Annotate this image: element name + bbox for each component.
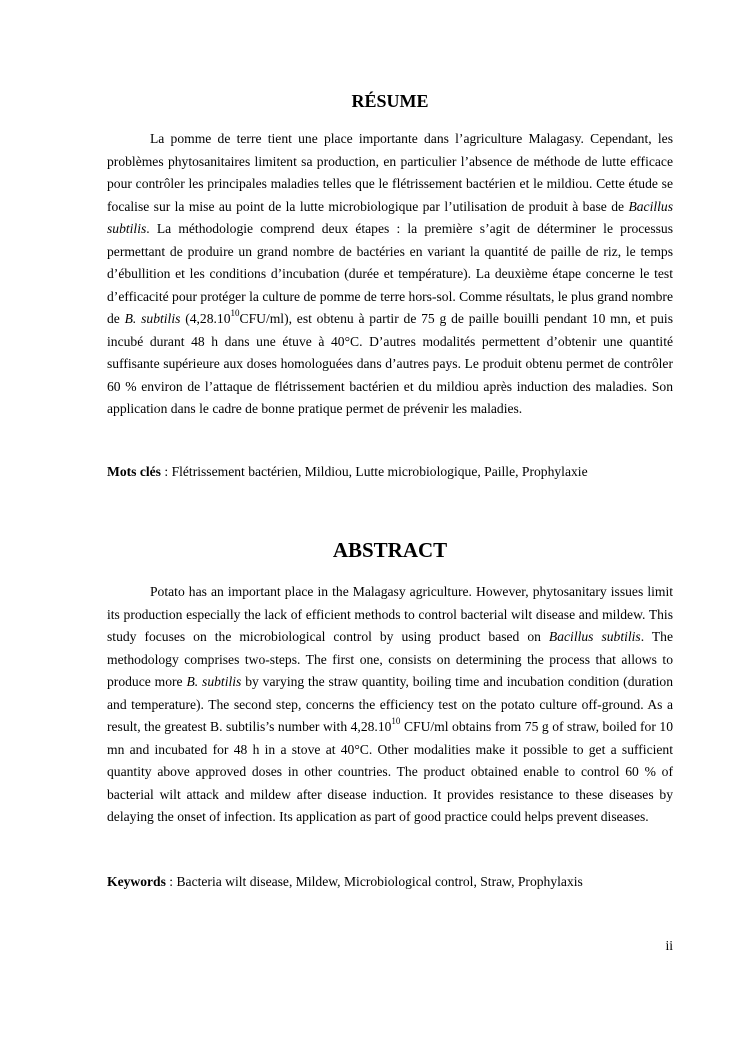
abstract-keywords-value: Bacteria wilt disease, Mildew, Microbiological control, Straw, Prophylaxis — [176, 874, 583, 889]
abstract-section — [107, 581, 673, 829]
abstract-keywords — [107, 871, 673, 894]
resume-keywords-value: Flétrissement bactérien, Mildiou, Lutte microbiologique, Paille, Prophylaxie — [171, 464, 588, 479]
abstract-text-4: CFU/ml obtains from 75 g of straw, boiled for 10 mn and incubated for 48 h in a stove at 40°C. Other modalities make it possible to get a sufficient quantity above approved doses in other countries. The product obtained enable to control 60 % of bacterial wilt attack and mildew after disease induction. It provides resistance to these diseases by delaying the onset of infection. Its application as part of good practice could helps prevent diseases. — [107, 719, 673, 824]
resume-text-3: (4,28.10 — [180, 311, 231, 326]
resume-keywords — [107, 461, 673, 484]
abstract-text-1: Potato has an important place in the Malagasy agriculture. However, phytosanitary issues limit its production especially the lack of efficient methods to control bacterial wilt disease and mildew. This study focuses on the microbiological control by using product based on — [107, 584, 673, 644]
resume-superscript: 10 — [230, 308, 240, 319]
resume-italic-bacillus: Bacillus subtilis — [107, 198, 673, 236]
resume-text-1: La pomme de terre tient une place importante dans l’agriculture Malagasy. Cependant, les problèmes phytosanitaires limitent sa production, en particulier l’absence de méthode de lutte efficace pour contrôler les principales maladies telles que le flétrissement bactérien et le mildiou. Cette étude se focalise sur la mise au point de la lutte microbiologique par l’utilisation de produit à base de — [107, 131, 673, 214]
abstract-keywords-separator: : — [165, 874, 177, 889]
abstract-paragraph — [107, 581, 673, 829]
abstract-superscript: 10 — [391, 716, 401, 727]
resume-paragraph — [107, 128, 673, 421]
abstract-text-3: by varying the straw quantity, boiling time and incubation condition (duration and temperature). The second step, concerns the efficiency test on the potato culture off-ground. As a result, the greatest B. subtilis’s number with 4,28.10 — [107, 674, 674, 734]
abstract-text-2: . The methodology comprises two-steps. The first one, consists on determining the process that allows to produce more — [107, 629, 674, 689]
resume-keywords-label: Mots clés — [107, 464, 161, 479]
page-number: ii — [665, 938, 673, 953]
resume-text-4: CFU/ml), est obtenu à partir de 75 g de paille bouilli pendant 10 mn, et puis incubé durant 48 h dans une étuve à 40°C. D’autres modalités permettent d’obtenir une quantité suffisante supérieure aux doses homologuées dans d’autres pays. Le produit obtenu permet de contrôler 60 % environ de l’attaque de flétrissement bactérien et du mildiou après induction des maladies. Son application dans le cadre de bonne pratique permet de prévenir les maladies. — [107, 311, 674, 416]
resume-title: RÉSUME — [351, 91, 429, 111]
resume-text-2: . La méthodologie comprend deux étapes : la première s’agit de déterminer le processus permettant de produire un grand nombre de bactéries en variant la quantité de paille de riz, le temps d’ébullition et les conditions d’incubation (durée et température). La deuxième étape concerne le test d’efficacité pour protéger la culture de pomme de terre hors-sol. Comme résultats, le plus grand nombre de — [107, 221, 673, 326]
abstract-italic-bsubtilis: B. subtilis — [186, 674, 242, 689]
resume-section — [107, 128, 673, 421]
resume-keywords-separator: : — [160, 464, 172, 479]
abstract-italic-bacillus: Bacillus subtilis — [548, 629, 641, 644]
abstract-title: ABSTRACT — [332, 538, 448, 562]
resume-italic-bsubtilis: B. subtilis — [124, 311, 181, 326]
abstract-keywords-label: Keywords — [107, 874, 166, 889]
